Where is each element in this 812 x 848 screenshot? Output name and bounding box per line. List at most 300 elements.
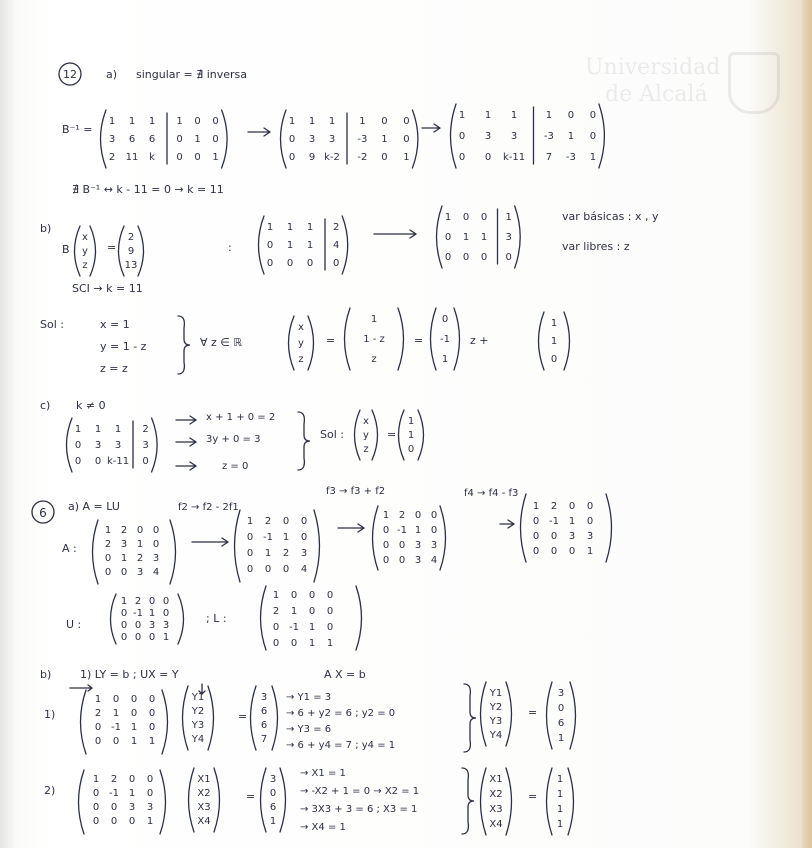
matrix-L-cell: 0 xyxy=(272,622,280,633)
matrix-A-cell: 0 xyxy=(104,553,112,564)
ax-equals-b: A X = b xyxy=(324,668,366,681)
b-aug-matrix-1-right-paren xyxy=(342,216,348,274)
b-aug-matrix-2-right-cell: 0 xyxy=(505,252,512,263)
b-aug-matrix-1-left-cell: 1 xyxy=(266,222,274,233)
b-aug-matrix-2-right-paren xyxy=(515,206,521,268)
matrix-step-3-cell: 0 xyxy=(532,516,540,527)
row-op-1: f2 → f2 - 2f1 xyxy=(178,502,239,513)
part-6b-label: b) xyxy=(40,668,52,681)
step1-L-matrix-cell: 2 xyxy=(94,708,102,719)
c-arrow-2 xyxy=(176,438,196,446)
sol-vector-mid-entry: z xyxy=(371,354,377,365)
matrix-step-1-cell: 0 xyxy=(264,564,272,575)
sol-vector-mid-right-paren xyxy=(398,308,404,370)
aug-matrix-1-left-cell: 3 xyxy=(328,134,336,145)
matrix-A-cell: 2 xyxy=(136,553,144,564)
matrix-step-1-cell: 0 xyxy=(246,564,254,575)
step1-Y-vector-entry: Y1 xyxy=(191,692,205,703)
step2-result-entry: 1 xyxy=(556,819,564,830)
matrix-step-3-cell: 1 xyxy=(568,516,576,527)
aug-matrix-1-right-cell: 1 xyxy=(359,116,366,127)
singular-condition: ∄ B⁻¹ ↔ k - 11 = 0 → k = 11 xyxy=(72,183,224,196)
vector-xyz-entry: z xyxy=(82,260,88,271)
step2-equation: → -X2 + 1 = 0 → X2 = 1 xyxy=(300,786,420,797)
sci-condition: SCI → k = 11 xyxy=(72,282,143,295)
aug-matrix-1-left-cell: 1 xyxy=(308,116,316,127)
matrix-L-cell: 1 xyxy=(308,638,316,649)
step1-L-matrix-cell: 0 xyxy=(112,694,120,705)
step2-X-vector-entry: X2 xyxy=(197,788,211,799)
b-aug-matrix-1-left-cell: 1 xyxy=(306,222,314,233)
matrix-step-2-cell: 0 xyxy=(398,555,406,566)
matrix-U-cell: 1 xyxy=(148,608,156,619)
matrix-A-cell: 1 xyxy=(120,553,128,564)
step1-L-matrix-cell: 0 xyxy=(148,708,156,719)
matrix-A-cell: 0 xyxy=(104,567,112,578)
step1-result-left-paren xyxy=(547,682,553,749)
aug-matrix-2-right-cell: -3 xyxy=(565,152,576,163)
step1-b-vector-left-paren xyxy=(251,686,257,750)
b-aug-matrix-1-left-cell: 0 xyxy=(286,258,294,269)
step2-result-lhs-entry: X3 xyxy=(489,804,503,815)
step1-result-lhs-right-paren xyxy=(506,682,512,746)
step1-L-matrix-cell: 0 xyxy=(112,736,120,747)
equals-sign: = xyxy=(528,790,538,803)
c-aug-matrix-left-cell: 0 xyxy=(74,440,82,451)
step1-result-lhs-entry: Y4 xyxy=(489,730,503,741)
watermark-line1: Universidad xyxy=(585,55,721,80)
matrix-A-cell: 4 xyxy=(152,567,160,578)
sol-vector-lhs-right-paren xyxy=(308,316,314,370)
sol-vector-particular-entry: 0 xyxy=(550,354,558,365)
matrix-step-2-cell: 0 xyxy=(382,555,390,566)
aug-matrix-2-right-cell: 1 xyxy=(545,110,553,121)
step2-U-matrix-left-paren xyxy=(79,770,85,834)
step1-L-matrix-cell: 0 xyxy=(148,694,156,705)
matrix-step-3-cell: 3 xyxy=(586,531,594,542)
c-sol-lhs-left-paren xyxy=(355,410,361,460)
aug-matrix-2-right-cell: 1 xyxy=(589,152,597,163)
vector-xyz-entry: x xyxy=(82,232,88,243)
step2-result-lhs-entry: X2 xyxy=(489,789,503,800)
colon: : xyxy=(228,241,232,254)
b-aug-matrix-1-left-cell: 0 xyxy=(306,258,314,269)
equals-sign: = xyxy=(414,334,424,347)
matrix-A-cell: 3 xyxy=(152,553,160,564)
matrix-step-1-cell: 1 xyxy=(282,532,290,543)
aug-matrix-1-left-cell: 1 xyxy=(288,116,296,127)
step2-result-lhs-right-paren xyxy=(506,768,512,835)
equals-sign: = xyxy=(326,334,336,347)
step2-result-entry: 1 xyxy=(556,804,564,815)
matrix-L-label: ; L : xyxy=(206,612,227,625)
aug-matrix-1-right-paren xyxy=(412,110,418,168)
step2-y-vector-entry: 6 xyxy=(269,802,277,813)
step1-Y-vector-entry: Y3 xyxy=(191,720,205,731)
aug-matrix-1-right-cell: 0 xyxy=(403,134,410,145)
equals-sign: = xyxy=(387,428,397,441)
matrix-step-2-cell: 0 xyxy=(398,540,406,551)
step2-U-matrix-cell: 1 xyxy=(146,816,154,827)
c-aug-matrix-left-cell: 1 xyxy=(74,424,82,435)
step1-result-entry: 0 xyxy=(557,703,565,714)
part-6a-label: a) A = LU xyxy=(68,500,120,513)
matrix-L-cell: 2 xyxy=(272,606,280,617)
step2-result-left-paren xyxy=(547,768,553,835)
aug-matrix-2-right-cell: 7 xyxy=(545,152,553,163)
b-aug-matrix-2-left-cell: 0 xyxy=(462,252,470,263)
aug-matrix-1-left-cell: 9 xyxy=(308,152,316,163)
step-2-label: 2) xyxy=(44,784,56,797)
step1-L-matrix-cell: 0 xyxy=(94,736,102,747)
c-sol-label: Sol : xyxy=(320,428,344,441)
lu-arrow-3 xyxy=(500,520,514,528)
aug-matrix-0-left-cell: 1 xyxy=(128,116,136,127)
step2-y-vector-entry: 3 xyxy=(269,774,277,785)
matrix-A-cell: 3 xyxy=(136,567,144,578)
step2-equation: → X1 = 1 xyxy=(300,768,346,779)
c-sol-rhs-left-paren xyxy=(399,410,405,460)
b-aug-matrix-2-left-cell: 1 xyxy=(462,232,470,243)
aug-matrix-1-left-paren xyxy=(281,110,287,168)
step1-L-matrix-cell: 1 xyxy=(94,694,102,705)
aug-matrix-0-left-cell: 11 xyxy=(125,152,139,163)
aug-matrix-2-right-paren xyxy=(599,104,605,168)
c-sol-lhs-entry: x xyxy=(363,416,369,427)
matrix-U-cell: 0 xyxy=(120,620,128,631)
aug-matrix-2-right-cell: 0 xyxy=(589,110,597,121)
sol-vector-lhs-entry: y xyxy=(298,338,304,349)
matrix-U-cell: 0 xyxy=(120,632,128,643)
matrix-step-3-left-paren xyxy=(521,494,527,562)
step1-result-entry: 3 xyxy=(557,688,565,699)
aug-matrix-2-left-paren xyxy=(451,104,457,168)
aug-matrix-0-right-cell: 0 xyxy=(212,116,219,127)
matrix-step-3-cell: 0 xyxy=(532,546,540,557)
matrix-L-cell: 0 xyxy=(326,590,334,601)
step2-brace xyxy=(462,768,474,834)
matrix-L-cell: 1 xyxy=(308,622,316,633)
sol-equation: y = 1 - z xyxy=(100,340,147,353)
vector-rhs-entry: 13 xyxy=(124,260,138,271)
aug-matrix-1-right-cell: 0 xyxy=(381,116,388,127)
matrix-L-cell: 0 xyxy=(290,590,298,601)
step2-U-matrix-cell: 0 xyxy=(128,774,136,785)
c-sol-lhs-entry: y xyxy=(363,430,369,441)
aug-matrix-0-left-paren xyxy=(101,110,107,168)
aug-matrix-2-right-cell: 1 xyxy=(567,131,575,142)
step1-L-matrix-cell: 1 xyxy=(148,736,156,747)
c-aug-matrix-left-paren xyxy=(67,418,73,472)
step1-L-matrix-right-paren xyxy=(162,690,168,754)
step1-L-matrix-cell: 1 xyxy=(130,722,138,733)
step2-X-vector-entry: X1 xyxy=(197,774,211,785)
exercise-12-number: 12 xyxy=(63,68,77,81)
aug-matrix-1-left-cell: 1 xyxy=(328,116,336,127)
step1-result-entry: 1 xyxy=(557,733,565,744)
step2-result-lhs-entry: X4 xyxy=(489,819,503,830)
matrix-step-3-cell: 0 xyxy=(550,531,558,542)
matrix-L-left-paren xyxy=(261,586,267,650)
step2-U-matrix-cell: 3 xyxy=(146,802,154,813)
matrix-L-cell: 0 xyxy=(308,606,316,617)
b-aug-matrix-2-left-cell: 0 xyxy=(444,232,452,243)
b-aug-matrix-1-left-cell: 1 xyxy=(286,222,294,233)
step1-L-matrix-cell: 1 xyxy=(112,708,120,719)
c-aug-matrix-right-paren xyxy=(152,418,158,472)
sol-vector-particular-left-paren xyxy=(539,312,545,370)
matrix-step-2-cell: -1 xyxy=(397,525,407,536)
step2-U-matrix-cell: 0 xyxy=(110,816,118,827)
step1-b-vector-entry: 7 xyxy=(260,734,268,745)
step1-b-vector-right-paren xyxy=(272,686,278,750)
sol-vector-direction-left-paren xyxy=(431,308,437,370)
aug-matrix-2-left-cell: 1 xyxy=(510,110,518,121)
matrix-A-cell: 0 xyxy=(120,567,128,578)
aug-matrix-2-left-cell: 3 xyxy=(510,131,518,142)
matrix-step-1-cell: 0 xyxy=(246,548,254,559)
matrix-U-cell: 0 xyxy=(134,632,142,643)
matrix-L-cell: 1 xyxy=(290,606,298,617)
matrix-step-2-cell: 2 xyxy=(398,510,406,521)
matrix-step-3-cell: 1 xyxy=(532,501,540,512)
c-sol-rhs-entry: 1 xyxy=(407,416,415,427)
sol-vector-mid-entry: 1 xyxy=(370,314,378,325)
matrix-L-right-paren xyxy=(356,586,362,650)
matrix-U-cell: 0 xyxy=(162,596,170,607)
step1-Y-vector-right-paren xyxy=(208,686,214,750)
sol-vector-direction-right-paren xyxy=(454,308,460,370)
matrix-step-3-cell: 0 xyxy=(586,501,594,512)
aug-matrix-1-right-cell: -3 xyxy=(357,134,368,145)
aug-matrix-1-left-cell: 0 xyxy=(288,134,296,145)
c-sol-rhs-entry: 1 xyxy=(407,430,415,441)
row-op-2: f3 → f3 + f2 xyxy=(326,486,386,497)
matrix-U-cell: 0 xyxy=(134,620,142,631)
matrix-step-2-cell: 0 xyxy=(382,525,390,536)
aug-matrix-1-right-cell: -2 xyxy=(357,152,368,163)
matrix-step-3-cell: 3 xyxy=(568,531,576,542)
matrix-A-label: A : xyxy=(62,542,77,555)
basic-variables: var básicas : x , y xyxy=(562,210,659,223)
step2-equation: → X4 = 1 xyxy=(300,822,346,833)
matrix-U-cell: 1 xyxy=(120,596,128,607)
matrix-L-cell: 0 xyxy=(326,606,334,617)
aug-matrix-2-left-cell: 1 xyxy=(484,110,492,121)
step1-b-vector-entry: 6 xyxy=(260,706,268,717)
row-op-3: f4 → f4 - f3 xyxy=(464,488,519,499)
step1-Y-vector-entry: Y2 xyxy=(191,706,205,717)
matrix-A-cell: 1 xyxy=(136,539,144,550)
matrix-step-3-cell: 0 xyxy=(550,546,558,557)
c-equation: z = 0 xyxy=(222,461,249,472)
lu-arrow-2 xyxy=(338,524,364,532)
matrix-step-2-cell: 3 xyxy=(414,540,422,551)
aug-matrix-1-right-cell: 0 xyxy=(403,116,410,127)
matrix-step-2-cell: 1 xyxy=(382,510,390,521)
sol-brace xyxy=(178,316,190,374)
matrix-A-cell: 2 xyxy=(120,525,128,536)
step2-result-entry: 1 xyxy=(556,774,564,785)
matrix-U-cell: 2 xyxy=(134,596,142,607)
sol-vector-mid-left-paren xyxy=(345,308,351,370)
step1-brace xyxy=(464,684,476,752)
step2-U-matrix-cell: 0 xyxy=(146,774,154,785)
part-c-condition: k ≠ 0 xyxy=(76,399,106,412)
matrix-A-cell: 0 xyxy=(152,525,160,536)
matrix-step-1-cell: -1 xyxy=(263,532,273,543)
matrix-step-2-cell: 0 xyxy=(430,525,438,536)
part-c-label: c) xyxy=(40,399,51,412)
aug-matrix-1-right-cell: 1 xyxy=(381,134,388,145)
b-aug-matrix-1-right-cell: 2 xyxy=(333,222,340,233)
sol-vector-particular-entry: 1 xyxy=(550,336,558,347)
sol-vector-direction-entry: -1 xyxy=(440,334,450,345)
step2-result-right-paren xyxy=(568,768,574,835)
matrix-step-1-cell: 0 xyxy=(300,532,308,543)
step2-U-matrix-cell: 0 xyxy=(92,816,100,827)
c-brace xyxy=(298,412,310,470)
step2-result-lhs-entry: X1 xyxy=(489,774,503,785)
matrix-step-2-cell: 1 xyxy=(414,525,422,536)
step1-result-lhs-left-paren xyxy=(481,682,487,746)
aug-matrix-1-left-cell: 3 xyxy=(308,134,316,145)
matrix-U-label: U : xyxy=(66,618,82,631)
matrix-step-1-cell: 0 xyxy=(300,516,308,527)
matrix-step-2-cell: 0 xyxy=(430,510,438,521)
step2-U-matrix-cell: 0 xyxy=(92,802,100,813)
step2-X-vector-entry: X3 xyxy=(197,802,211,813)
aug-matrix-1-left-cell: 0 xyxy=(288,152,296,163)
matrix-step-3-right-paren xyxy=(606,494,612,562)
step2-result-lhs-left-paren xyxy=(481,768,487,835)
matrix-step-2-cell: 4 xyxy=(430,555,438,566)
c-aug-matrix-left-cell: 0 xyxy=(94,456,102,467)
matrix-L-cell: -1 xyxy=(289,622,299,633)
matrix-step-3-cell: 1 xyxy=(586,546,594,557)
matrix-U-cell: 3 xyxy=(162,620,170,631)
matrix-step-1-left-paren xyxy=(235,510,241,582)
step2-y-vector-right-paren xyxy=(280,768,286,832)
c-sol-lhs-right-paren xyxy=(372,410,378,460)
matrix-U-cell: -1 xyxy=(133,608,143,619)
c-aug-matrix-left-cell: 1 xyxy=(94,424,102,435)
system-matrix-B: B xyxy=(62,243,70,256)
sol-vector-direction-entry: 1 xyxy=(441,354,449,365)
aug-matrix-2-right-cell: -3 xyxy=(543,131,554,142)
b-aug-matrix-2-left-cell: 1 xyxy=(444,212,452,223)
equals-sign: = xyxy=(528,706,538,719)
step2-y-vector-entry: 0 xyxy=(269,788,277,799)
aug-matrix-0-right-paren xyxy=(222,110,228,168)
aug-matrix-0-left-cell: 6 xyxy=(148,134,156,145)
c-arrow-1 xyxy=(176,416,196,424)
sol-label: Sol : xyxy=(40,318,64,331)
step1-result-entry: 6 xyxy=(557,718,565,729)
matrix-L-cell: 0 xyxy=(326,622,334,633)
watermark-line2: de Alcalá xyxy=(605,82,708,107)
step1-result-lhs-entry: Y2 xyxy=(489,702,503,713)
step1-Y-vector-left-paren xyxy=(183,686,189,750)
part-a-statement: singular = ∄ inversa xyxy=(136,68,247,81)
aug-matrix-0-right-cell: 1 xyxy=(194,134,201,145)
step2-X-vector-left-paren xyxy=(189,768,195,832)
step1-result-lhs-entry: Y1 xyxy=(489,688,503,699)
vector-rhs-entry: 2 xyxy=(127,232,135,243)
matrix-step-3-cell: 0 xyxy=(568,501,576,512)
c-aug-matrix-left-cell: 0 xyxy=(74,456,82,467)
matrix-L-cell: 1 xyxy=(272,590,280,601)
c-sol-rhs-entry: 0 xyxy=(407,444,415,455)
aug-matrix-2-left-cell: k-11 xyxy=(502,152,526,163)
sol-vector-particular-right-paren xyxy=(564,312,570,370)
c-equation: 3y + 0 = 3 xyxy=(206,434,261,445)
step1-L-matrix-left-paren xyxy=(81,690,87,754)
matrix-step-1-cell: 4 xyxy=(300,564,308,575)
step2-equation: → 3X3 + 3 = 6 ; X3 = 1 xyxy=(300,804,418,815)
step2-X-vector-entry: X4 xyxy=(197,816,211,827)
c-aug-matrix-right-cell: 0 xyxy=(142,456,149,467)
step2-U-matrix-cell: 1 xyxy=(92,774,100,785)
aug-matrix-1-right-cell: 0 xyxy=(381,152,388,163)
matrix-step-3-cell: 0 xyxy=(586,516,594,527)
b-aug-matrix-1-left-cell: 1 xyxy=(286,240,294,251)
matrix-U-cell: 0 xyxy=(162,608,170,619)
step2-U-matrix-cell: -1 xyxy=(109,788,119,799)
step2-U-matrix-cell: 1 xyxy=(128,788,136,799)
step1-L-matrix-cell: 0 xyxy=(148,722,156,733)
matrix-A-right-paren xyxy=(170,520,176,584)
aug-matrix-2-right-cell: 0 xyxy=(589,131,597,142)
b-aug-matrix-2-left-cell: 0 xyxy=(444,252,452,263)
aug-matrix-2-right-cell: 0 xyxy=(567,110,575,121)
matrix-step-1-cell: 2 xyxy=(264,516,272,527)
matrix-L-cell: 0 xyxy=(308,590,316,601)
b-aug-matrix-1-left-cell: 0 xyxy=(266,258,274,269)
matrix-step-2-cell: 0 xyxy=(382,540,390,551)
vector-xyz-left-paren xyxy=(75,226,81,276)
vector-xyz-right-paren xyxy=(90,226,96,276)
b-aug-matrix-2-left-cell: 0 xyxy=(462,212,470,223)
b-aug-matrix-1-left-paren xyxy=(259,216,265,274)
row-reduce-arrow-3 xyxy=(374,230,416,238)
exercise-6-number: 6 xyxy=(39,506,47,520)
row-reduce-arrow-1 xyxy=(248,128,270,136)
lu-arrow-1 xyxy=(192,538,228,546)
matrix-U-cell: 0 xyxy=(148,596,156,607)
matrix-step-1-cell: 1 xyxy=(264,548,272,559)
matrix-step-1-cell: 2 xyxy=(282,548,290,559)
aug-matrix-0-right-cell: 1 xyxy=(212,152,219,163)
step1-equation: → 6 + y4 = 7 ; y4 = 1 xyxy=(286,740,396,751)
aug-matrix-1-left-cell: k-2 xyxy=(324,152,340,163)
b-aug-matrix-1-left-cell: 1 xyxy=(306,240,314,251)
matrix-L-cell: 1 xyxy=(326,638,334,649)
step1-L-matrix-cell: 1 xyxy=(130,736,138,747)
part-a-label: a) xyxy=(106,68,118,81)
aug-matrix-0-right-cell: 0 xyxy=(212,134,219,145)
aug-matrix-0-right-cell: 0 xyxy=(176,152,183,163)
matrix-step-3-cell: 0 xyxy=(568,546,576,557)
sol-vector-direction-entry: 0 xyxy=(441,314,449,325)
step2-y-vector-left-paren xyxy=(261,768,267,832)
row-reduce-arrow-2 xyxy=(422,124,440,132)
c-sol-lhs-entry: z xyxy=(363,444,369,455)
matrix-L-cell: 0 xyxy=(272,638,280,649)
matrix-step-2-cell: 3 xyxy=(430,540,438,551)
matrix-step-2-left-paren xyxy=(373,506,379,570)
vector-rhs-entry: 9 xyxy=(127,246,135,257)
